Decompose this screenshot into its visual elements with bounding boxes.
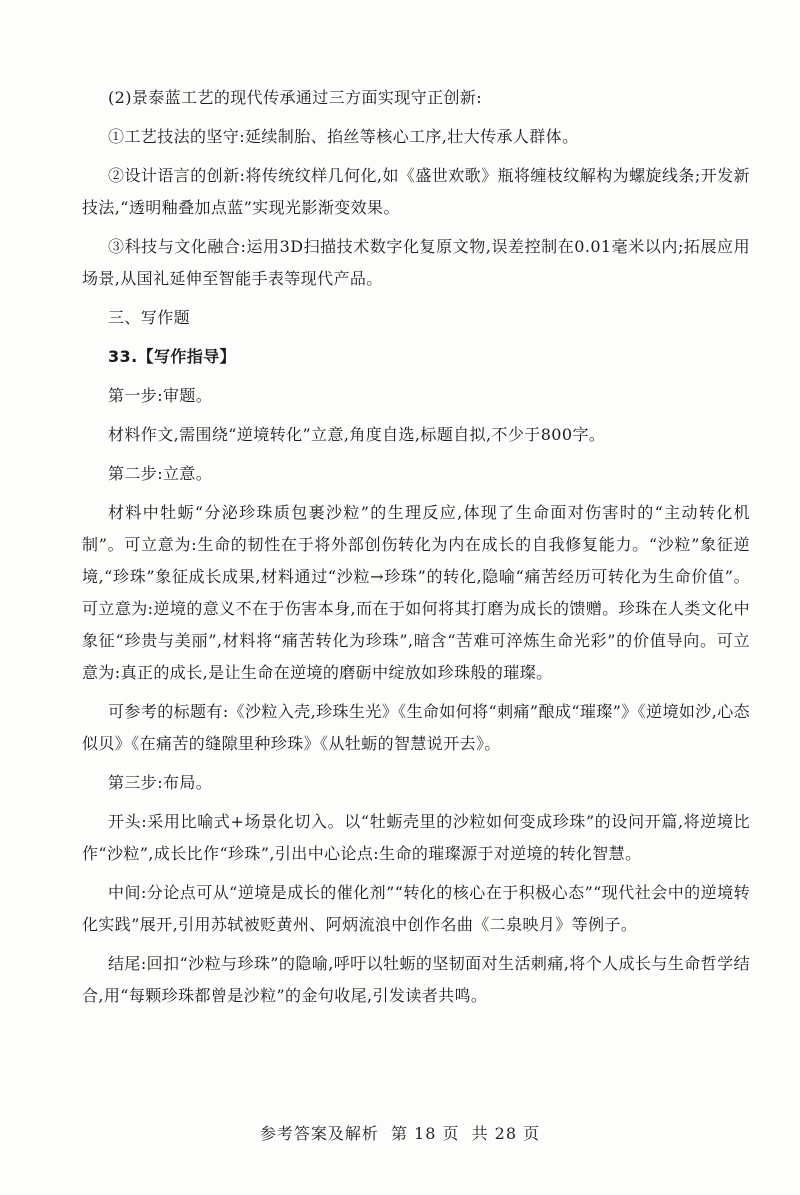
step3-title: 第三步:布局。 <box>108 773 213 792</box>
step2-title: 第二步:立意。 <box>108 464 213 483</box>
footer-total-pages: 共 28 页 <box>471 1124 541 1143</box>
step2-text: 材料中牡蛎“分泌珍珠质包裹沙粒”的生理反应,体现了生命面对伤害时的“主动转化机制”。可立意为:生命的韧性在于将外部创伤转化为内在成长的自我修复能力。“沙粒”象征逆境,“珍珠”象征成长成果,材料通过“沙粒→珍珠”的转化,隐喻“痛苦经历可转化为生命价值”。可立意为:逆境的意义不在于伤害本身,而在于如何将其打磨为成长的馈赠。珍珠在人类文化中象征“珍贵与美丽”,材料将“痛苦转化为珍珠”,暗含“苦难可淬炼生命光彩”的价值导向。可立意为:真正的成长,是让生命在逆境的磨砺中绽放如珍珠般的璀璨。 <box>82 503 750 682</box>
section2-intro: (2)景泰蓝工艺的现代传承通过三方面实现守正创新: <box>108 88 483 107</box>
footer-label: 参考答案及解析 <box>259 1124 379 1143</box>
reference-titles: 可参考的标题有:《沙粒入壳,珍珠生光》《生命如何将“刺痛”酿成“璀璨”》《逆境如沙,心态似贝》《在痛苦的缝隙里种珍珠》《从牡蛎的智慧说开去》。 <box>82 702 750 753</box>
middle-text: 中间:分论点可从“逆境是成长的催化剂”“转化的核心在于积极心态”“现代社会中的逆境转化实践”展开,引用苏轼被贬黄州、阿炳流浪中创作名曲《二泉映月》等例子。 <box>82 883 750 934</box>
step1-title: 第一步:审题。 <box>108 386 213 405</box>
section3-title: 三、写作题 <box>108 308 191 327</box>
page-footer <box>0 1121 800 1144</box>
question-label: 33.【写作指导】 <box>108 347 236 366</box>
section2-point1: ①工艺技法的坚守:延续制胎、掐丝等核心工序,壮大传承人群体。 <box>108 127 579 146</box>
answer-content <box>82 82 750 1019</box>
step1-text: 材料作文,需围绕“逆境转化”立意,角度自选,标题自拟,不少于800字。 <box>108 425 606 444</box>
ending-text: 结尾:回扣“沙粒与珍珠”的隐喻,呼吁以牡蛎的坚韧面对生活刺痛,将个人成长与生命哲学结合,用“每颗珍珠都曾是沙粒”的金句收尾,引发读者共鸣。 <box>82 954 750 1005</box>
opening-text: 开头:采用比喻式+场景化切入。以“牡蛎壳里的沙粒如何变成珍珠”的设问开篇,将逆境比作“沙粒”,成长比作“珍珠”,引出中心论点:生命的璀璨源于对逆境的转化智慧。 <box>82 812 750 863</box>
footer-page-number: 第 18 页 <box>390 1124 460 1143</box>
section2-point3: ③科技与文化融合:运用3D扫描技术数字化复原文物,误差控制在0.01毫米以内;拓展应用场景,从国礼延伸至智能手表等现代产品。 <box>82 237 750 288</box>
section2-point2: ②设计语言的创新:将传统纹样几何化,如《盛世欢歌》瓶将缠枝纹解构为螺旋线条;开发新技法,“透明釉叠加点蓝”实现光影渐变效果。 <box>82 166 750 217</box>
